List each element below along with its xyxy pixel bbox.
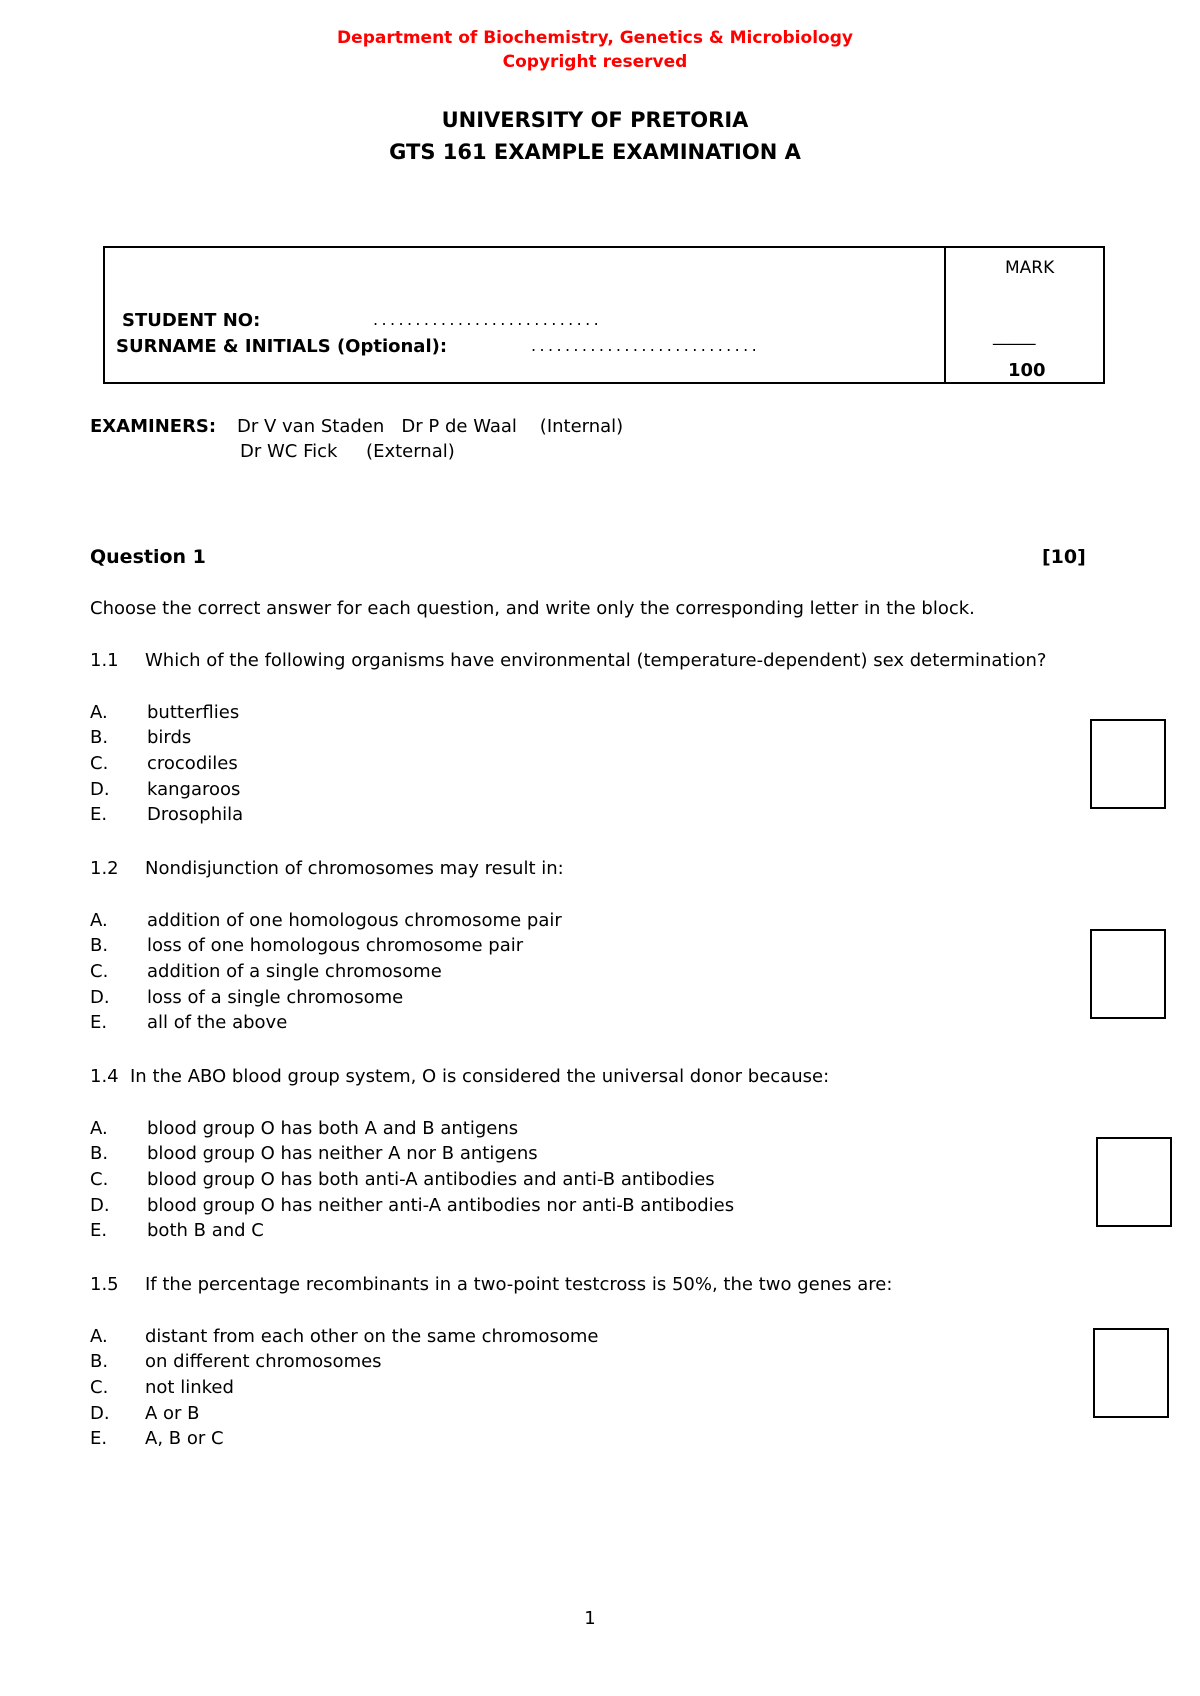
- question-1-5-number: 1.5: [90, 1274, 119, 1295]
- option-text: loss of a single chromosome: [147, 987, 404, 1008]
- copyright-notice: Copyright reserved: [502, 52, 688, 72]
- answer-box-1-1[interactable]: [1090, 719, 1166, 809]
- option-text: A or B: [145, 1403, 200, 1424]
- option-letter: A.: [90, 702, 108, 723]
- option-letter: A.: [90, 1118, 108, 1139]
- page-number: 1: [584, 1608, 596, 1629]
- mark-label: MARK: [1005, 258, 1055, 278]
- option-text: Drosophila: [147, 804, 244, 825]
- answer-box-1-5[interactable]: [1093, 1328, 1169, 1418]
- question-1-title: Question 1: [90, 546, 206, 568]
- question-1-2-text: Nondisjunction of chromosomes may result in:: [145, 858, 564, 879]
- surname-label: SURNAME & INITIALS (Optional):: [116, 336, 448, 357]
- answer-box-1-2[interactable]: [1090, 929, 1166, 1019]
- option-letter: A.: [90, 1326, 108, 1347]
- university-title: UNIVERSITY OF PRETORIA: [441, 108, 749, 132]
- examiners-internal: Dr V van Staden Dr P de Waal (Internal): [237, 416, 624, 437]
- option-letter: D.: [90, 1195, 110, 1216]
- student-no-label: STUDENT NO:: [122, 310, 261, 331]
- question-1-1-text: Which of the following organisms have environmental (temperature-dependent) sex determination?: [145, 650, 1047, 671]
- option-text: loss of one homologous chromosome pair: [147, 935, 524, 956]
- option-letter: C.: [90, 753, 109, 774]
- question-1-2-number: 1.2: [90, 858, 119, 879]
- option-text: addition of one homologous chromosome pair: [147, 910, 562, 931]
- option-text: butterflies: [147, 702, 240, 723]
- question-1-4-number: 1.4: [90, 1066, 119, 1087]
- examiners-label: EXAMINERS:: [90, 416, 217, 437]
- question-1-4-text: In the ABO blood group system, O is considered the universal donor because:: [130, 1066, 830, 1087]
- option-letter: A.: [90, 910, 108, 931]
- exam-title: GTS 161 EXAMPLE EXAMINATION A: [389, 140, 801, 164]
- option-letter: C.: [90, 1377, 109, 1398]
- option-letter: B.: [90, 1351, 109, 1372]
- option-letter: D.: [90, 1403, 110, 1424]
- question-1-instruction: Choose the correct answer for each question, and write only the corresponding letter in the block.: [90, 598, 975, 619]
- option-text: on different chromosomes: [145, 1351, 382, 1372]
- option-letter: C.: [90, 961, 109, 982]
- option-letter: E.: [90, 1428, 108, 1449]
- mark-total: 100: [1008, 360, 1046, 381]
- option-letter: D.: [90, 987, 110, 1008]
- option-text: blood group O has neither anti-A antibodies nor anti-B antibodies: [147, 1195, 735, 1216]
- student-info-box: [103, 246, 1105, 384]
- examiners-external: Dr WC Fick (External): [240, 441, 455, 462]
- option-text: A, B or C: [145, 1428, 224, 1449]
- question-1-5-text: If the percentage recombinants in a two-point testcross is 50%, the two genes are:: [145, 1274, 893, 1295]
- option-text: not linked: [145, 1377, 234, 1398]
- answer-box-1-4[interactable]: [1096, 1137, 1172, 1227]
- student-no-field[interactable]: ...........................: [373, 310, 603, 329]
- option-letter: E.: [90, 804, 108, 825]
- option-text: blood group O has both A and B antigens: [147, 1118, 519, 1139]
- surname-field[interactable]: ...........................: [531, 336, 761, 355]
- department-header: Department of Biochemistry, Genetics & Microbiology: [337, 28, 853, 48]
- option-text: kangaroos: [147, 779, 241, 800]
- option-text: blood group O has neither A nor B antigens: [147, 1143, 538, 1164]
- mark-blank[interactable]: _____: [993, 326, 1036, 346]
- option-letter: C.: [90, 1169, 109, 1190]
- option-text: birds: [147, 727, 192, 748]
- option-letter: E.: [90, 1012, 108, 1033]
- question-1-marks: [10]: [1042, 546, 1086, 568]
- option-text: all of the above: [147, 1012, 288, 1033]
- option-letter: E.: [90, 1220, 108, 1241]
- option-text: crocodiles: [147, 753, 238, 774]
- option-text: distant from each other on the same chromosome: [145, 1326, 599, 1347]
- question-1-1-number: 1.1: [90, 650, 119, 671]
- option-text: both B and C: [147, 1220, 264, 1241]
- option-text: addition of a single chromosome: [147, 961, 442, 982]
- option-letter: D.: [90, 779, 110, 800]
- option-letter: B.: [90, 727, 109, 748]
- option-text: blood group O has both anti-A antibodies and anti-B antibodies: [147, 1169, 715, 1190]
- option-letter: B.: [90, 935, 109, 956]
- box-divider: [944, 248, 946, 382]
- option-letter: B.: [90, 1143, 109, 1164]
